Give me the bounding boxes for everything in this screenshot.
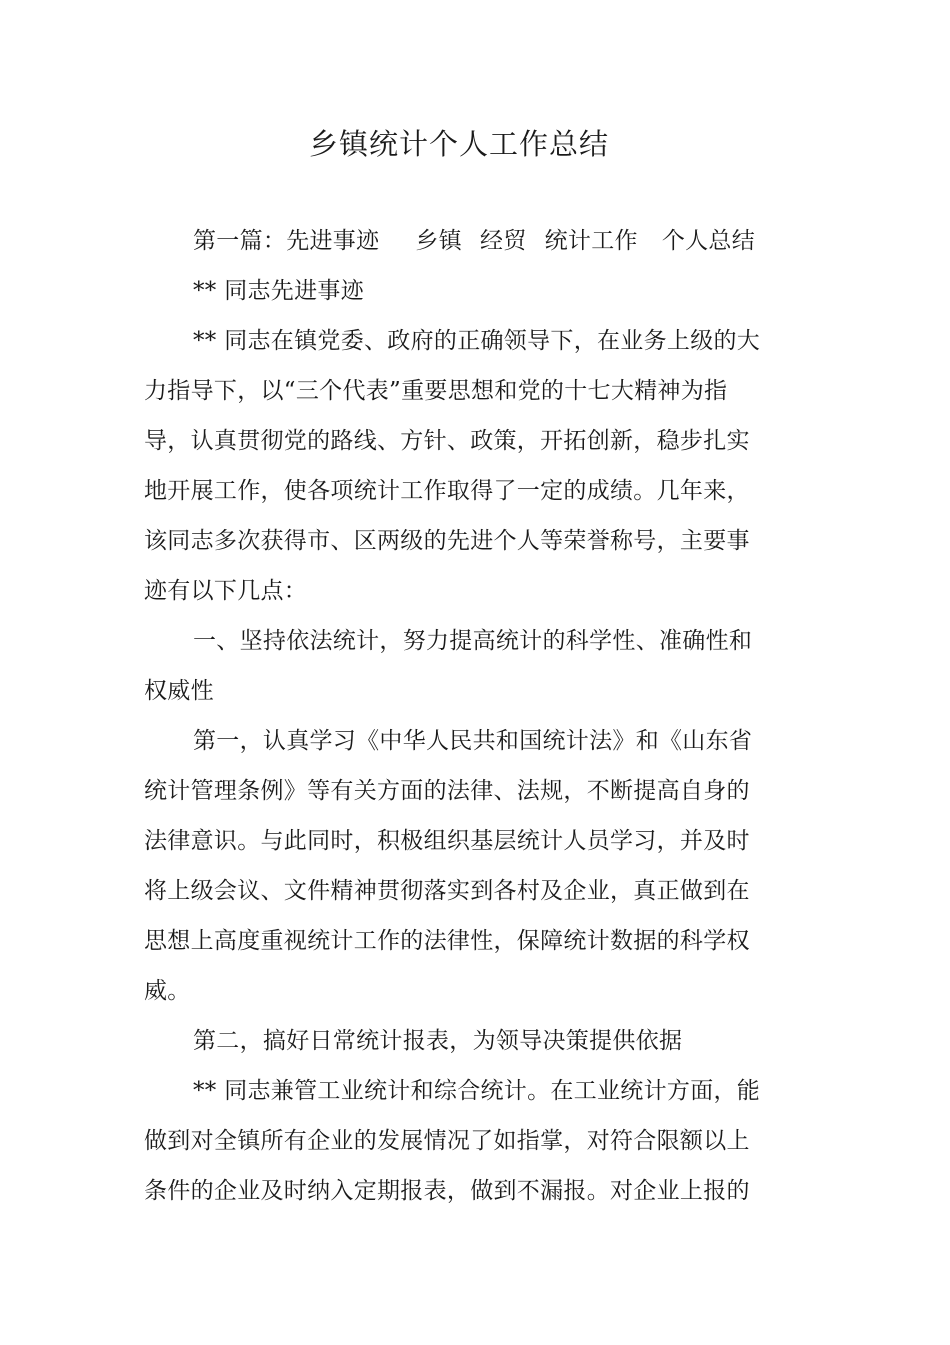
body-line: 条件的企业及时纳入定期报表，做到不漏报。对企业上报的 [144,1178,750,1204]
body-line: 思想上高度重视统计工作的法律性，保障统计数据的科学权 [144,928,750,954]
section-heading: 一、坚持依法统计，努力提高统计的科学性、准确性和 [193,628,753,654]
body-line: 地开展工作，使各项统计工作取得了一定的成绩。几年来， [144,478,750,504]
document-title: 乡镇统计个人工作总结 [308,127,609,161]
body-line: ** 同志先进事迹 [193,278,365,304]
subheading-part: 统计工作 [544,228,638,254]
subheading-part: 第一篇：先进事迹 [193,228,380,254]
subheading-part: 个人总结 [661,228,756,254]
body-line: 力指导下，以“三个代表”重要思想和党的十七大精神为指 [144,378,728,404]
body-line: 做到对全镇所有企业的发展情况了如指掌，对符合限额以上 [144,1128,750,1154]
body-line: ** 同志在镇党委、政府的正确领导下，在业务上级的大 [193,328,761,354]
subheading-part: 经贸 [480,228,527,254]
body-line: 第一，认真学习《中华人民共和国统计法》和《山东省 [193,728,753,754]
section-heading: 第二，搞好日常统计报表，为领导决策提供依据 [193,1028,683,1054]
subheading-part: 乡镇 [415,228,463,254]
body-line: 威。 [144,978,191,1004]
body-line: 法律意识。与此同时，积极组织基层统计人员学习，并及时 [144,828,750,854]
body-line: 该同志多次获得市、区两级的先进个人等荣誉称号，主要事 [144,528,750,554]
body-line: ** 同志兼管工业统计和综合统计。在工业统计方面，能 [193,1078,761,1104]
section-heading: 权威性 [144,678,214,704]
body-line: 迹有以下几点： [144,578,308,604]
body-line: 将上级会议、文件精神贯彻落实到各村及企业，真正做到在 [144,878,750,904]
body-line: 导，认真贯彻党的路线、方针、政策，开拓创新，稳步扎实 [144,428,750,454]
subheading [193,224,755,258]
body-line: 统计管理条例》等有关方面的法律、法规，不断提高自身的 [144,778,750,804]
